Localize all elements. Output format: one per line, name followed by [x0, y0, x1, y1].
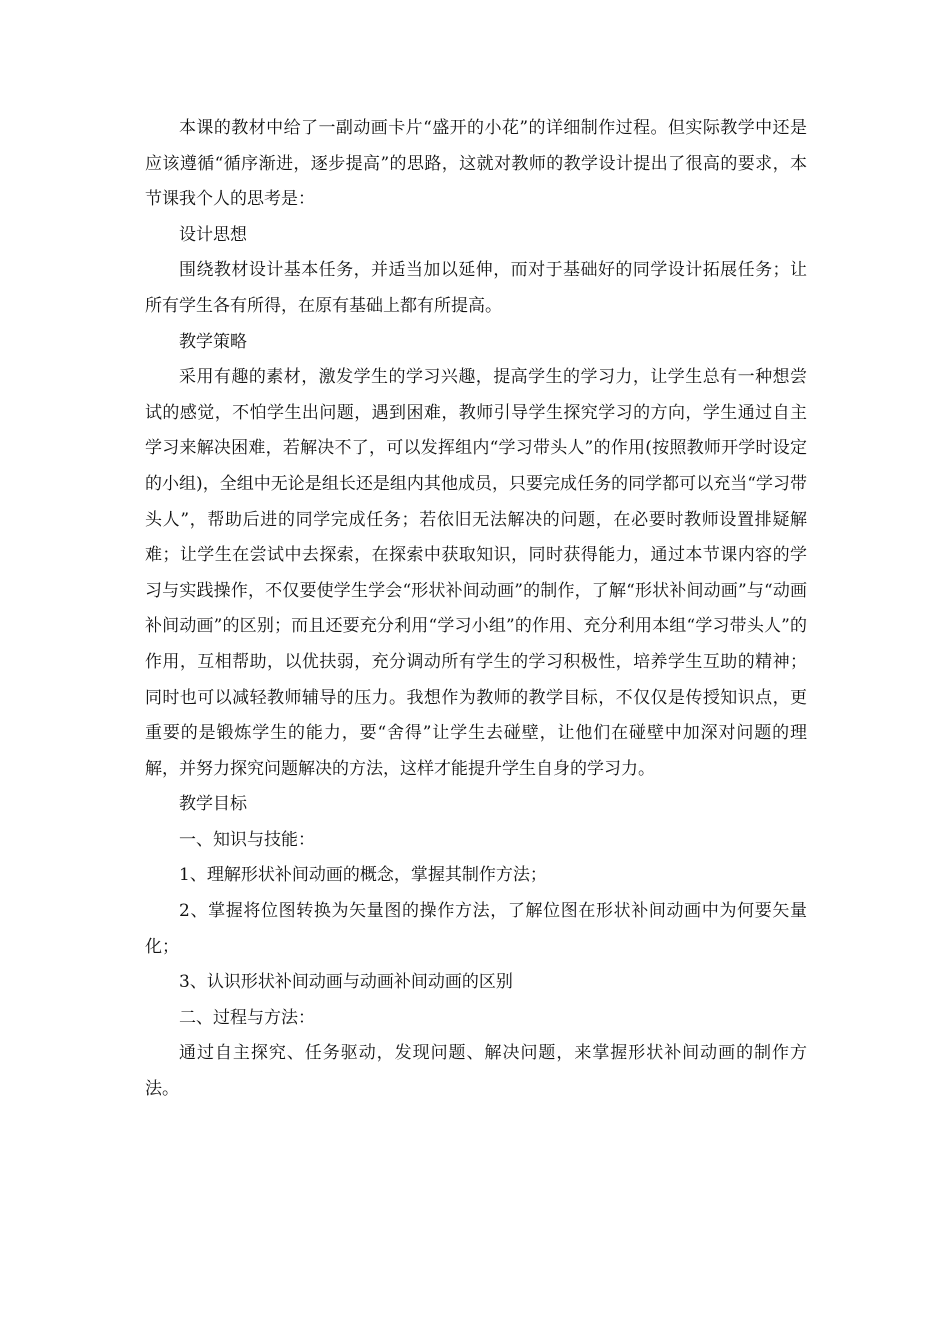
process-method-paragraph: 通过自主探究、任务驱动，发现问题、解决问题，来掌握形状补间动画的制作方法。: [145, 1043, 807, 1100]
goal-item-1: 1、理解形状补间动画的概念，掌握其制作方法；: [179, 865, 547, 886]
teaching-strategy-paragraph: 采用有趣的素材，激发学生的学习兴趣，提高学生的学习力，让学生总有一种想尝试的感觉，不怕学生出问题，遇到困难，教师引导学生探究学习的方向，学生通过自主学习来解决困难，若解决不了，可以发挥组内“学习带头人”的作用(按照教师开学时设定的小组)，全组中无论是组长还是组内其他成员，只要完成任务的同学都可以充当“学习带头人”，帮助后进的同学完成任务；若依旧无法解决的问题，在必要时教师设置排疑解难；让学生在尝试中去探索，在探索中获取知识，同时获得能力，通过本节课内容的学习与实践操作，不仅要使学生学会“形状补间动画”的制作，了解“形状补间动画”与“动画补间动画”的区别；而且还要充分利用“学习小组”的作用、充分利用本组“学习带头人”的作用，互相帮助，以优扶弱，充分调动所有学生的学习积极性，培养学生互助的精神；同时也可以减轻教师辅导的压力。我想作为教师的教学目标，不仅仅是传授知识点，更重要的是锻炼学生的能力，要“舍得”让学生去碰壁，让他们在碰壁中加深对问题的理解，并努力探究问题解决的方法，这样才能提升学生自身的学习力。: [145, 367, 807, 779]
goal-item-3: 3、认识形状补间动画与动画补间动画的区别: [179, 972, 513, 993]
document-page: [145, 111, 807, 1108]
subheading-knowledge-skills: 一、知识与技能：: [179, 829, 315, 850]
subheading-process-method: 二、过程与方法：: [179, 1007, 315, 1028]
section-heading-design-idea: 设计思想: [179, 224, 247, 245]
design-idea-paragraph: 围绕教材设计基本任务，并适当加以延伸，而对于基础好的同学设计拓展任务；让所有学生各有所得，在原有基础上都有所提高。: [145, 260, 807, 316]
intro-paragraph: 本课的教材中给了一副动画卡片“盛开的小花”的详细制作过程。但实际教学中还是应该遵循“循序渐进，逐步提高”的思路，这就对教师的教学设计提出了很高的要求，本节课我个人的思考是：: [145, 118, 807, 210]
section-heading-teaching-strategy: 教学策略: [179, 331, 247, 352]
goal-item-2: 2、掌握将位图转换为矢量图的操作方法，了解位图在形状补间动画中为何要矢量化；: [145, 901, 807, 957]
section-heading-teaching-goals: 教学目标: [179, 794, 247, 815]
